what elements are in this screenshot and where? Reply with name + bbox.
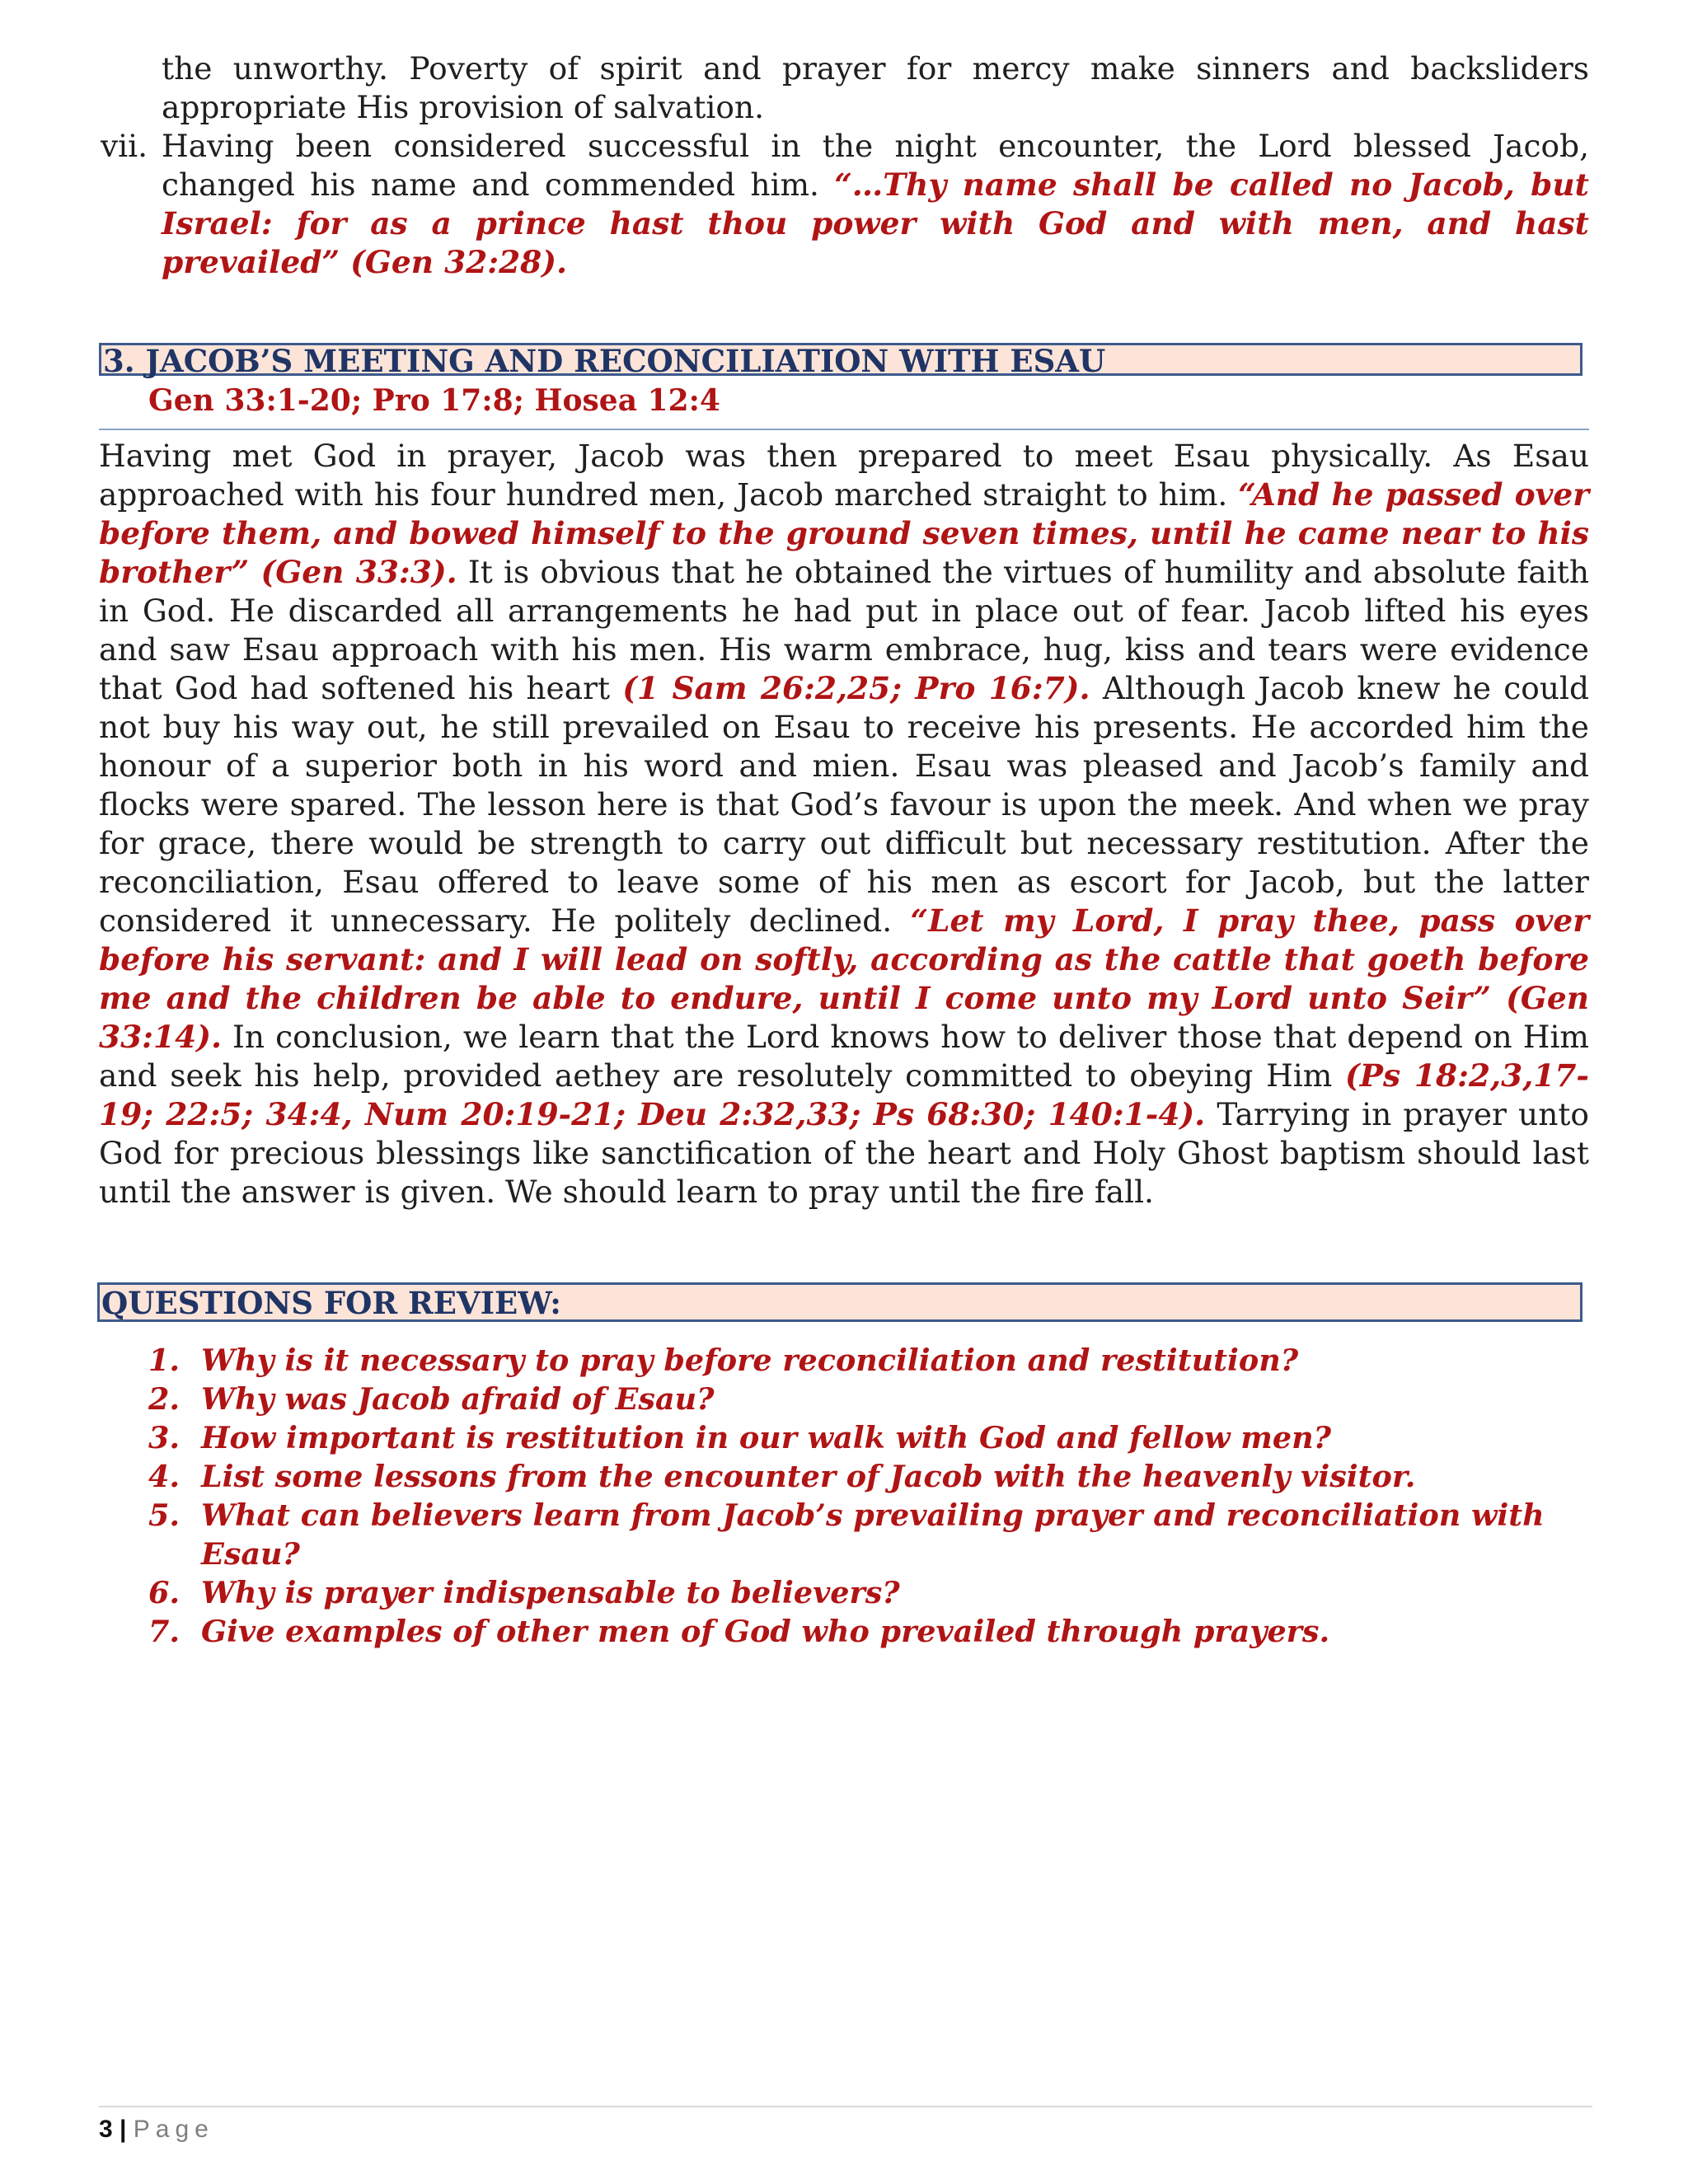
footer-separator: |: [120, 2116, 127, 2143]
section-paragraph: [99, 437, 1589, 1212]
list-item-text: Having been considered successful in the night encounter, the Lord blessed Jacob, changed his name and commended him.: [162, 128, 1589, 203]
review-question: [148, 1612, 1591, 1651]
review-heading-box: [97, 1282, 1582, 1322]
footer-divider: [99, 2106, 1592, 2107]
question-number: 3.: [148, 1420, 181, 1455]
review-question: [148, 1457, 1591, 1496]
review-heading: QUESTIONS FOR REVIEW:: [101, 1285, 561, 1321]
review-question: [148, 1496, 1591, 1573]
question-text: Why is prayer indispensable to believers?: [201, 1575, 900, 1610]
review-question-list: [148, 1341, 1591, 1651]
scripture-quote: “And he passed over before them, and bowed himself to the ground seven times, until he came near to his brother” (Gen 33:3).: [99, 476, 1589, 590]
section-divider: [99, 429, 1589, 430]
review-question: [148, 1341, 1591, 1380]
paragraph-text: In conclusion, we learn that the Lord knows how to deliver those that depend on Him and seek his help, provided aethey are resolutely committed to obeying Him: [99, 1019, 1589, 1094]
section-references: Gen 33:1-20; Pro 17:8; Hosea 12:4: [148, 383, 720, 418]
question-number: 6.: [148, 1575, 181, 1610]
scripture-reference: (Ps 18:2,3,17-19; 22:5; 34:4, Num 20:19-21; Deu 2:32,33; Ps 68:30; 140:1-4).: [99, 1057, 1589, 1132]
review-question: [148, 1380, 1591, 1418]
scripture-quote: “Let my Lord, I pray thee, pass over before his servant: and I will lead on softly, according as the cattle that goeth before me and the children be able to endure, until I come unto my Lord unto Seir” (Gen 33:14).: [99, 902, 1589, 1055]
question-number: 4.: [148, 1459, 181, 1494]
list-item-vii: [99, 127, 1589, 282]
page-label: Page: [133, 2116, 214, 2143]
question-number: 1.: [148, 1343, 181, 1378]
question-number: 5.: [148, 1497, 181, 1533]
paragraph-text: It is obvious that he obtained the virtues of humility and absolute faith in God. He discarded all arrangements he had put in place out of fear. Jacob lifted his eyes and saw Esau approach with his men. His warm embrace, hug, kiss and tears were evidence that God had softened his heart: [99, 554, 1589, 706]
review-question: [148, 1418, 1591, 1457]
question-number: 7.: [148, 1614, 181, 1649]
question-text: Why is it necessary to pray before reconciliation and restitution?: [201, 1343, 1299, 1378]
scripture-reference: (1 Sam 26:2,25; Pro 16:7).: [622, 670, 1090, 706]
list-marker: vii.: [101, 128, 148, 164]
question-text: Give examples of other men of God who prevailed through prayers.: [201, 1614, 1330, 1649]
question-text: Why was Jacob afraid of Esau?: [201, 1381, 715, 1417]
review-question: [148, 1573, 1591, 1612]
page-number: 3: [99, 2116, 113, 2143]
scripture-quote: “…Thy name shall be called no Jacob, but Israel: for as a prince hast thou power with God and with men, and hast prevailed” (Gen 32:28).: [162, 166, 1589, 280]
paragraph-text: Tarrying in prayer unto God for precious blessings like sanctification of the heart and Holy Ghost baptism should last until the answer is given. We should learn to pray until the fire fall.: [99, 1096, 1590, 1210]
question-number: 2.: [148, 1381, 181, 1417]
question-text: List some lessons from the encounter of Jacob with the heavenly visitor.: [201, 1459, 1416, 1494]
continuation-block: [99, 49, 1589, 282]
question-text: How important is restitution in our walk with God and fellow men?: [201, 1420, 1332, 1455]
page-footer: [99, 2115, 214, 2144]
paragraph-text: Although Jacob knew he could not buy his way out, he still prevailed on Esau to receive his presents. He accorded him the honour of a superior both in his word and mien. Esau was pleased and Jacob’s family and flocks were spared. The lesson here is that God’s favour is upon the meek. And when we pray for grace, there would be strength to carry out difficult but necessary restitution. After the reconciliation, Esau offered to leave some of his men as escort for Jacob, but the latter considered it unnecessary. He politely declined.: [99, 670, 1590, 939]
paragraph-text: Having met God in prayer, Jacob was then prepared to meet Esau physically. As Esau approached with his four hundred men, Jacob marched straight to him.: [99, 438, 1589, 513]
continuation-line: the unworthy. Poverty of spirit and prayer for mercy make sinners and backsliders appropriate His provision of salvation.: [162, 50, 1589, 125]
section-heading-box: [99, 343, 1582, 379]
question-text: What can believers learn from Jacob’s prevailing prayer and reconciliation with Esau?: [201, 1497, 1545, 1572]
section-heading: 3. JACOB’S MEETING AND RECONCILIATION WITH ESAU: [103, 343, 1106, 379]
